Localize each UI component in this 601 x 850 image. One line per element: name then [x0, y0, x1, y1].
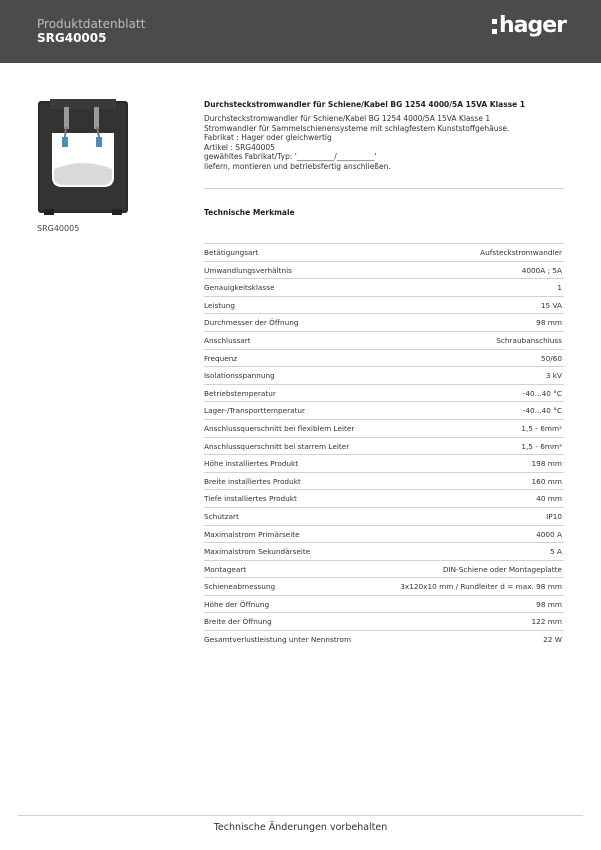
spec-label: Lager-/Transporttemperatur [204, 406, 306, 416]
description-line: Artikel : SRG40005 [204, 142, 275, 152]
description-line: Durchsteckstromwandler für Schiene/Kabel BG 1254 4000/5A 15VA Klasse 1 [204, 114, 491, 123]
spec-row [204, 577, 564, 595]
spec-label: Betriebstemperatur [204, 388, 276, 398]
specs-table [204, 243, 564, 648]
spec-label: Isolationsspannung [204, 371, 275, 381]
spec-row [204, 349, 564, 367]
spec-row [204, 489, 564, 507]
spec-label: Gesamtverlustleistung unter Nennstrom [204, 635, 352, 645]
spec-value: IP10 [546, 511, 562, 521]
spec-row [204, 630, 564, 648]
spec-label: Montageart [204, 564, 247, 574]
description-line: liefern, montieren und betriebsfertig anschließen. [204, 161, 391, 171]
spec-label: Maximalstrom Primärseite [204, 529, 300, 539]
spec-label: Anschlussart [204, 335, 251, 345]
spec-label: Schieneabmessung [204, 582, 276, 592]
spec-label: Betätigungsart [204, 248, 259, 257]
spec-value: DIN-Schiene oder Montageplatte [442, 564, 562, 574]
spec-row [204, 525, 564, 543]
spec-row [204, 419, 564, 437]
spec-label: Umwandlungsverhältnis [204, 265, 292, 275]
logo-wordmark: hager [499, 13, 567, 38]
spec-label: Maximalstrom Sekundärseite [204, 547, 311, 557]
specs-heading: Technische Merkmale [204, 208, 295, 217]
spec-value: 98 mm [536, 318, 562, 328]
spec-row [204, 454, 564, 472]
spec-value: 15 VA [540, 300, 562, 310]
spec-label: Frequenz [204, 353, 238, 363]
spec-label: Anschlussquerschnitt bei starrem Leiter [204, 441, 350, 451]
description-line: Stromwandler für Sammelschienensysteme mit schlagfestem Kunststoffgehäuse. [204, 123, 510, 133]
spec-row [204, 437, 564, 455]
page-header [0, 0, 601, 63]
spec-label: Breite der Öffnung [204, 617, 272, 627]
spec-value: 4000 A [536, 529, 562, 539]
spec-row [204, 331, 564, 349]
spec-row [204, 542, 564, 560]
spec-label: Tiefe installiertes Produkt [204, 494, 297, 504]
spec-value: 3 kV [545, 371, 562, 381]
spec-row [204, 401, 564, 419]
spec-value: 122 mm [531, 617, 562, 627]
description-line: gewähltes Fabrikat/Typ: '__________/__________' [204, 152, 377, 162]
product-image [36, 97, 130, 218]
document-code: SRG40005 [37, 31, 107, 45]
spec-value: 5 A [550, 547, 562, 557]
spec-row [204, 366, 564, 384]
spec-row [204, 472, 564, 490]
spec-row [204, 296, 564, 314]
spec-label: Leistung [204, 300, 235, 310]
spec-label: Anschlussquerschnitt bei flexiblem Leiter [204, 423, 355, 433]
footer-note: Technische Änderungen vorbehalten [213, 822, 388, 833]
spec-value: 40 mm [536, 494, 562, 504]
spec-value: -40...40 °C [522, 388, 562, 398]
spec-row [204, 261, 564, 279]
spec-value: Schraubanschluss [496, 335, 562, 345]
spec-value: Aufsteckstromwandler [480, 248, 562, 257]
spec-value: 3x120x10 mm / Rundleiter d = max. 98 mm [400, 582, 562, 592]
spec-value: 198 mm [531, 459, 562, 469]
spec-value: 1,5 - 6mm² [521, 423, 562, 433]
footer-divider [18, 815, 583, 816]
product-title: Durchsteckstromwandler für Schiene/Kabel BG 1254 4000/5A 15VA Klasse 1 [204, 100, 526, 109]
spec-value: 50/60 [540, 353, 562, 363]
spec-value: 22 W [543, 635, 562, 645]
spec-value: 98 mm [536, 599, 562, 609]
spec-value: 1 [557, 283, 562, 293]
product-description [204, 100, 564, 172]
spec-row [204, 313, 564, 331]
image-caption: SRG40005 [37, 224, 80, 233]
spec-value: 4000A ; 5A [521, 265, 562, 275]
spec-label: Höhe der Öffnung [204, 599, 270, 609]
spec-label: Genauigkeitsklasse [204, 283, 275, 293]
spec-row [204, 243, 564, 261]
spec-row [204, 595, 564, 613]
spec-row [204, 507, 564, 525]
section-divider [204, 188, 564, 189]
spec-row [204, 612, 564, 630]
spec-row [204, 278, 564, 296]
spec-value: 1,5 - 6mm² [521, 441, 562, 451]
logo-dots-icon [492, 19, 498, 39]
spec-row [204, 384, 564, 402]
spec-row [204, 560, 564, 578]
spec-label: Durchmesser der Öffnung [204, 318, 299, 328]
spec-value: -40...40 °C [522, 406, 562, 416]
document-type: Produktdatenblatt [37, 17, 146, 31]
spec-value: 160 mm [531, 476, 562, 486]
spec-label: Höhe installiertes Produkt [204, 459, 299, 469]
spec-label: Breite installiertes Produkt [204, 476, 301, 486]
description-line: Fabrikat : Hager oder gleichwertig [204, 133, 332, 143]
spec-label: Schutzart [204, 511, 239, 521]
